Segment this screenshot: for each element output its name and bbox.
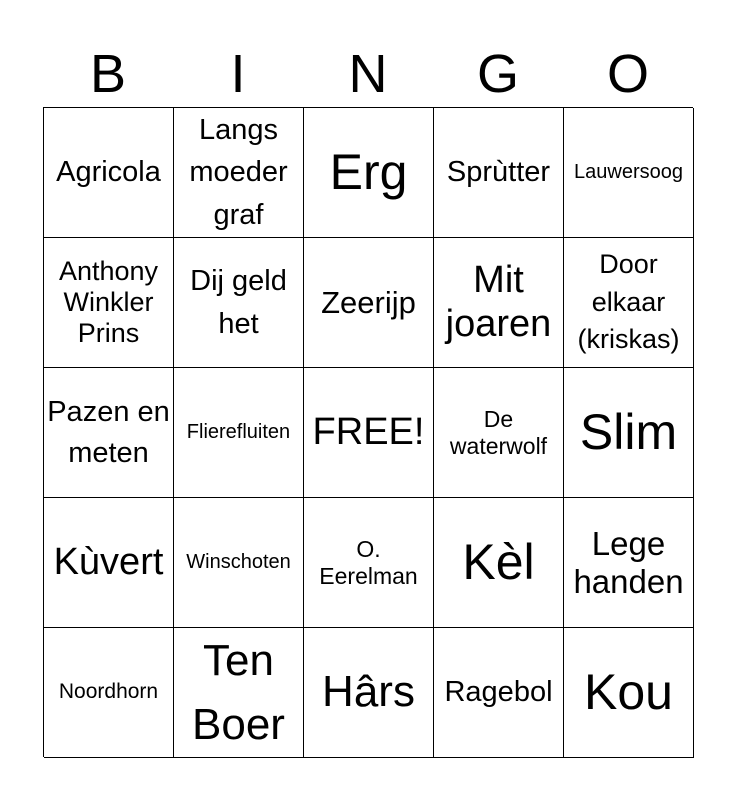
cell-text: Winschoten [186,551,291,573]
header-letter-g: G [476,44,519,104]
cell-text: Anthony Winkler Prins [58,255,159,349]
cell-text: Flierefluiten [186,421,291,443]
bingo-cell-r3c4[interactable] [434,368,564,498]
bingo-cell-r4c3[interactable] [304,498,434,628]
cell-text: Zeerijp [321,284,416,320]
cell-text: Kèl [462,533,535,590]
bingo-cell-r1c3[interactable] [304,108,434,238]
bingo-header [43,40,693,108]
bingo-cell-r5c4[interactable] [434,628,564,758]
cell-text: Lege handen [573,524,684,600]
bingo-cell-r5c1[interactable] [44,628,174,758]
bingo-cell-r3c5[interactable] [564,368,694,498]
cell-text: Ten Boer [192,635,285,749]
cell-text: Hârs [322,667,415,717]
header-letter-b: B [89,44,127,104]
cell-text: Sprùtter [446,155,551,188]
cell-text: Agricola [56,155,161,188]
bingo-cell-r5c2[interactable] [174,628,304,758]
cell-text: Kùvert [53,540,164,583]
cell-text: Slim [579,403,678,460]
bingo-cell-r5c5[interactable] [564,628,694,758]
bingo-cell-r1c2[interactable] [174,108,304,238]
bingo-cell-r2c3[interactable] [304,238,434,368]
bingo-cell-r2c1[interactable] [44,238,174,368]
bingo-cell-r1c4[interactable] [434,108,564,238]
bingo-cell-r4c4[interactable] [434,498,564,628]
bingo-cell-r3c1[interactable] [44,368,174,498]
cell-text: Pazen en meten [47,395,170,469]
header-letter-i: I [230,44,246,104]
cell-text: Langs moeder graf [189,114,288,231]
header-letter-o: O [606,44,649,104]
cell-text: Noordhorn [58,680,159,704]
bingo-cell-r5c3[interactable] [304,628,434,758]
header-letter-n: N [348,44,388,104]
cell-text: Kou [584,663,673,720]
cell-text: Lauwersoog [574,161,683,183]
cell-text: O. Eerelman [319,536,418,589]
bingo-cell-r4c5[interactable] [564,498,694,628]
bingo-cell-r1c5[interactable] [564,108,694,238]
bingo-cell-r4c1[interactable] [44,498,174,628]
bingo-card [43,107,693,757]
cell-text: Erg [329,143,408,200]
cell-text: Door elkaar (kriskas) [577,248,680,355]
cell-text: De waterwolf [449,406,548,459]
bingo-cell-r4c2[interactable] [174,498,304,628]
free-space-label: FREE! [312,410,425,453]
cell-text: Ragebol [444,675,553,708]
bingo-cell-r3c2[interactable] [174,368,304,498]
bingo-cell-r2c5[interactable] [564,238,694,368]
bingo-cell-r3c3 free-space[interactable] [304,368,434,498]
cell-text: Dij geld het [190,265,287,340]
bingo-cell-r2c4[interactable] [434,238,564,368]
cell-text: Mit joaren [445,258,552,345]
bingo-cell-r2c2[interactable] [174,238,304,368]
bingo-cell-r1c1[interactable] [44,108,174,238]
